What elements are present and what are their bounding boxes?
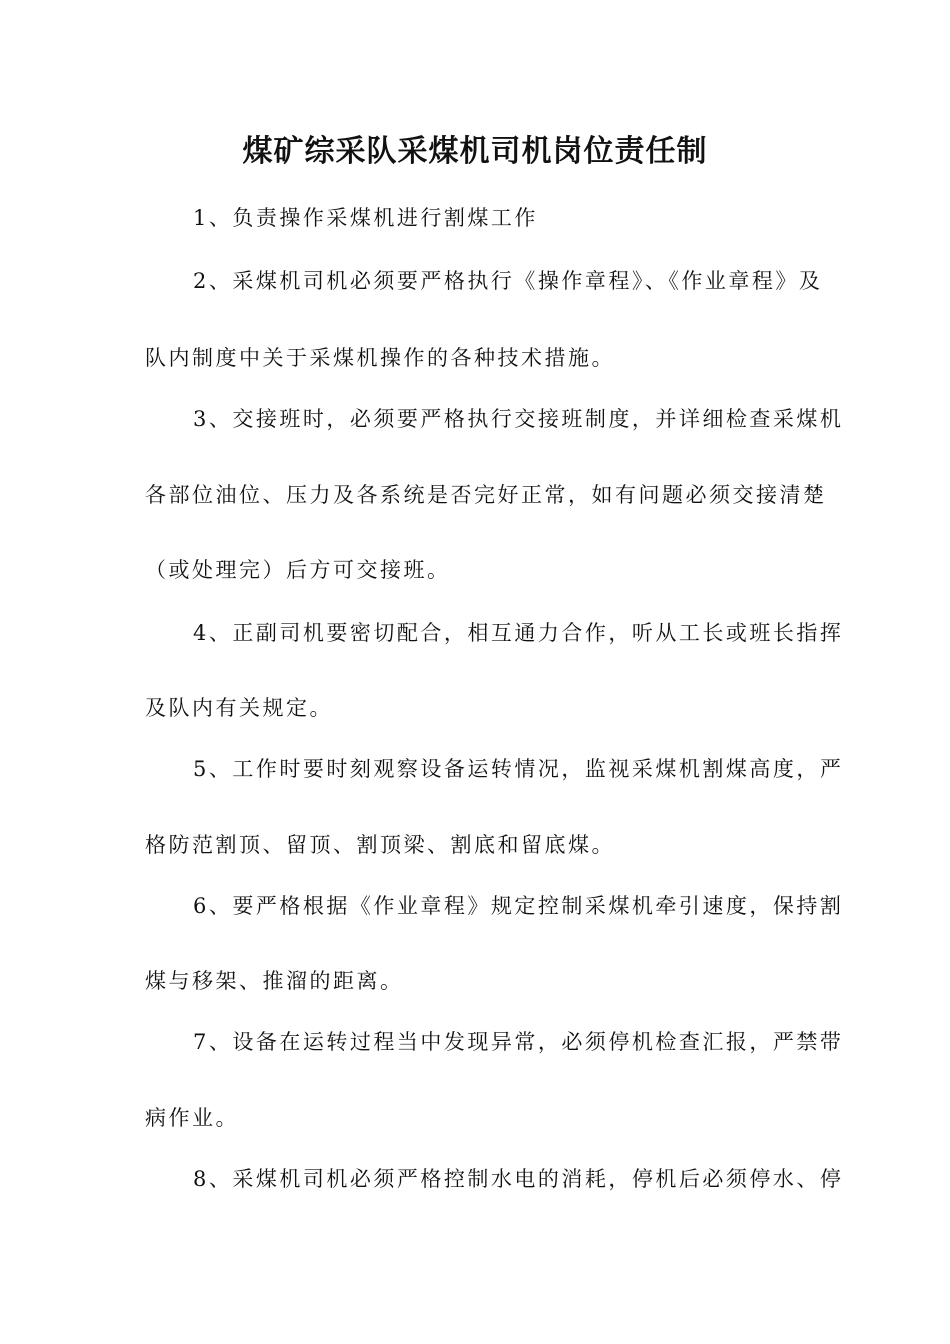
item-4-line-1: 4、正副司机要密切配合，相互通力合作，听从工长或班长指挥 — [193, 621, 844, 645]
item-3-line-1: 3、交接班时，必须要严格执行交接班制度，并详细检查采煤机 — [193, 407, 844, 431]
item-7-line-2: 病作业。 — [145, 1106, 239, 1130]
item-2-line-1: 2、采煤机司机必须要严格执行《操作章程》、《作业章程》及 — [193, 269, 823, 293]
item-3-line-3: （或处理完）后方可交接班。 — [145, 558, 451, 582]
item-6-line-2: 煤与移架、推溜的距离。 — [145, 969, 404, 993]
item-7-line-1: 7、设备在运转过程当中发现异常，必须停机检查汇报，严禁带 — [193, 1030, 844, 1054]
item-5-line-2: 格防范割顶、留顶、割顶梁、割底和留底煤。 — [145, 833, 615, 857]
item-6-line-1: 6、要严格根据《作业章程》规定控制采煤机牵引速度，保持割 — [193, 894, 844, 918]
item-3-line-2: 各部位油位、压力及各系统是否完好正常，如有问题必须交接清楚 — [145, 483, 827, 507]
item-2-line-2: 队内制度中关于采煤机操作的各种技术措施。 — [145, 346, 615, 370]
item-1-line-1: 1、负责操作采煤机进行割煤工作 — [193, 206, 538, 230]
item-4-line-2: 及队内有关规定。 — [145, 696, 333, 720]
item-5-line-1: 5、工作时要时刻观察设备运转情况，监视采煤机割煤高度，严 — [193, 757, 844, 781]
item-8-line-1: 8、采煤机司机必须严格控制水电的消耗，停机后必须停水、停 — [193, 1167, 844, 1191]
document-title: 煤矿综采队采煤机司机岗位责任制 — [242, 134, 708, 169]
